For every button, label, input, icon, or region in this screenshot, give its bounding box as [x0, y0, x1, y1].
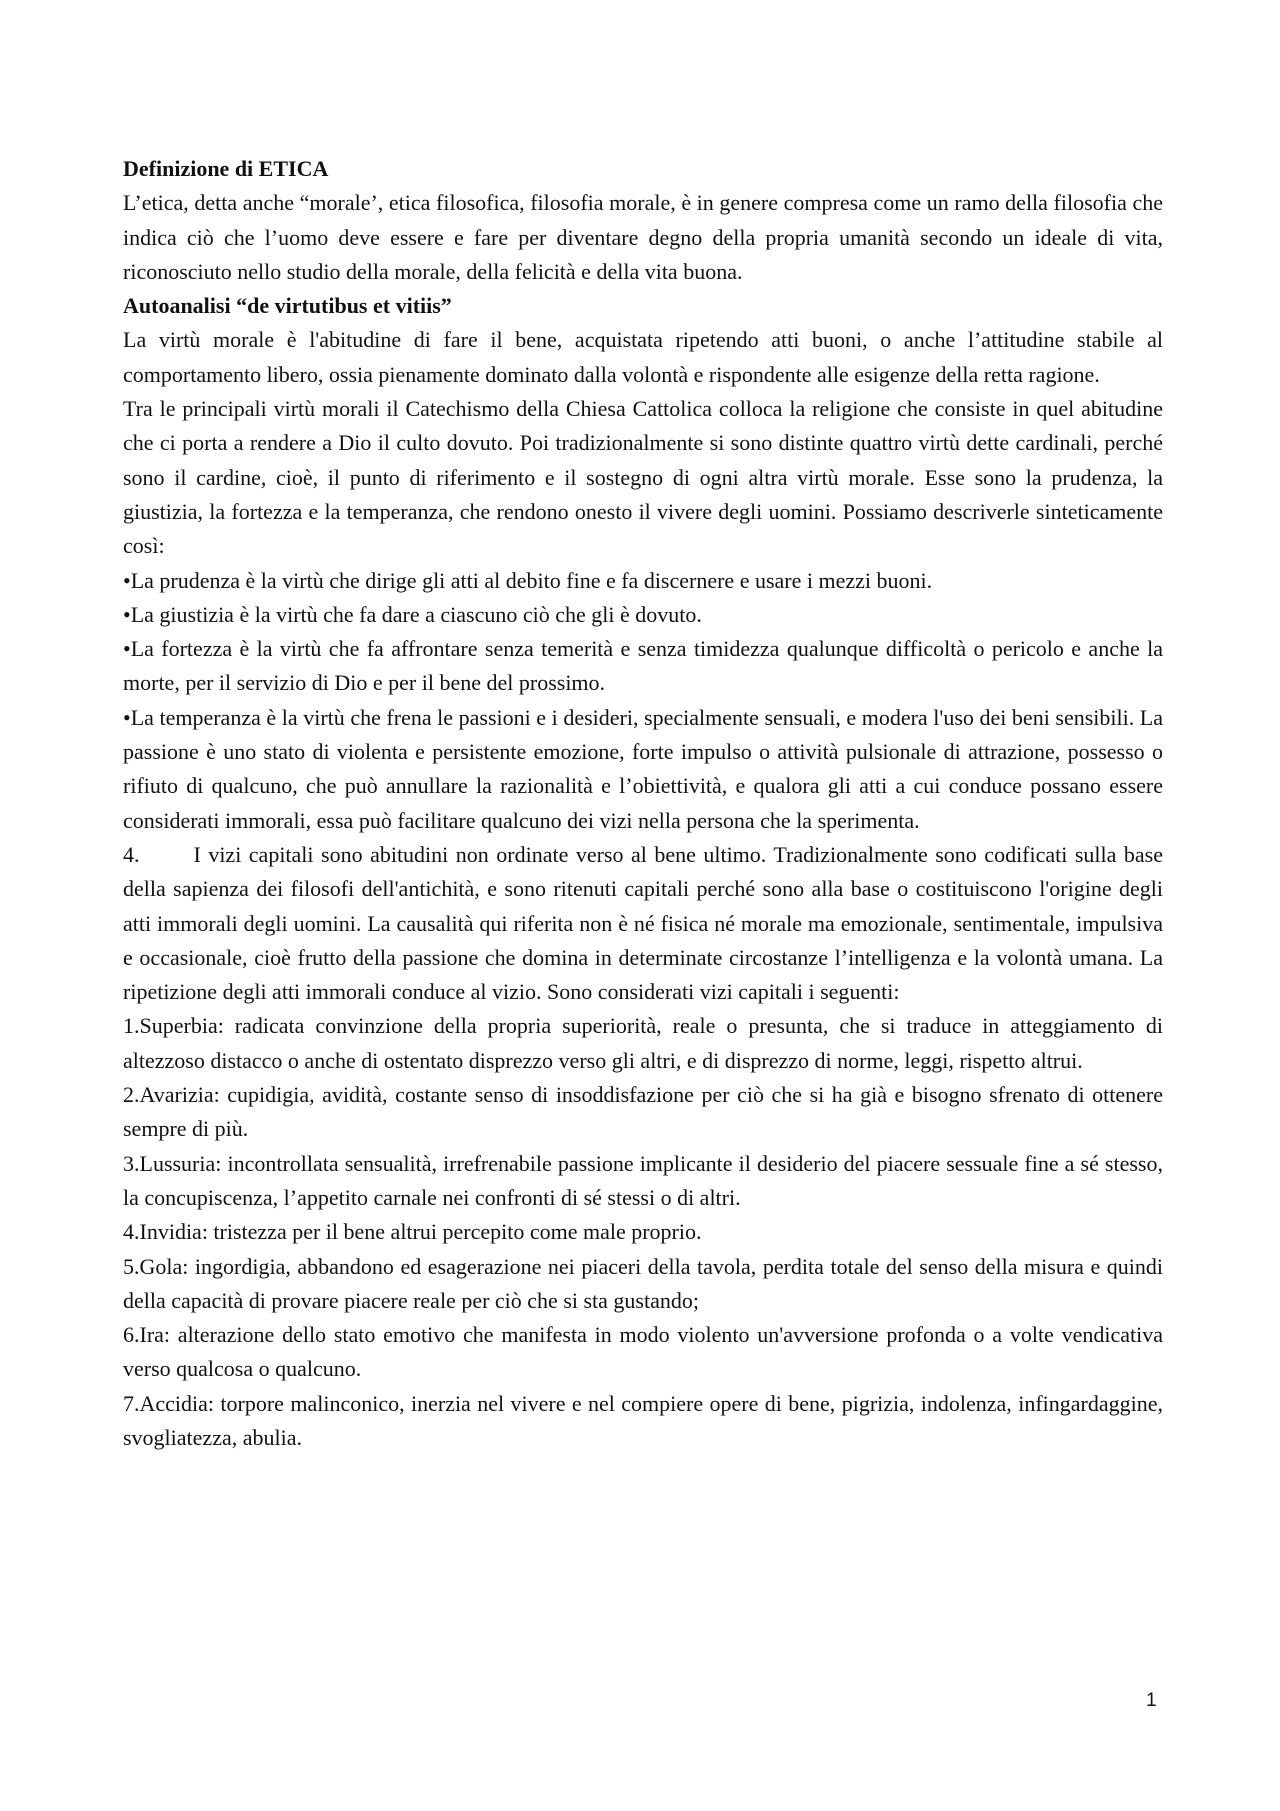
paragraph-definizione: L’etica, detta anche “morale’, etica filosofica, filosofia morale, è in genere compresa come un ramo della filosofia che indica ciò che l’uomo deve essere e fare per diventare degno della propria umanità secondo un ideale di vita, riconosciuto nello studio della morale, della felicità e della vita buona. — [123, 190, 1163, 284]
paragraph-vizi-text: I vizi capitali sono abitudini non ordinate verso al bene ultimo. Tradizionalmente sono codificati sulla base della sapienza dei filosofi dell'antichità, e sono ritenuti capitali perché sono alla base o costituiscono l'origine degli atti immorali degli uomini. La causalità qui riferita non è né fisica né morale ma emozionale, sentimentale, impulsiva e occasionale, cioè frutto della passione che domina in determinate circostanze l’intelligenza e la volontà umana. La ripetizione degli atti immorali conduce al vizio. Sono considerati vizi capitali i seguenti: — [123, 841, 1163, 1005]
vizio-lussuria: 3.Lussuria: incontrollata sensualità, irrefrenabile passione implicante il desiderio del piacere sessuale fine a sé stesso, la concupiscenza, l’appetito carnale nei confronti di sé stessi o di altri. — [123, 1150, 1163, 1210]
vizio-invidia: 4.Invidia: tristezza per il bene altrui percepito come male proprio. — [123, 1219, 702, 1245]
paragraph-virtu-morale: La virtù morale è l'abitudine di fare il bene, acquistata ripetendo atti buoni, o anche l’attitudine stabile al comportamento libero, ossia pienamente dominato dalla volontà e rispondente alle esigenze della retta ragione. — [123, 327, 1163, 387]
bullet-temperanza: •La temperanza è la virtù che frena le passioni e i desideri, specialmente sensuali, e modera l'uso dei beni sensibili. La passione è uno stato di violenta e persistente emozione, forte impulso o attività pulsionale di attrazione, possesso o rifiuto di qualcuno, che può annullare la razionalità e l’obiettività, e qualora gli atti a cui conduce possano essere considerati immorali, essa può facilitare qualcuno dei vizi nella persona che la sperimenta. — [123, 704, 1163, 833]
paragraph-number: 4. — [123, 841, 140, 867]
paragraph-catechismo: Tra le principali virtù morali il Catechismo della Chiesa Cattolica colloca la religione che consiste in quel abitudine che ci porta a rendere a Dio il culto dovuto. Poi tradizionalmente si sono distinte quattro virtù dette cardinali, perché sono il cardine, cioè, il punto di riferimento e il sostegno di ogni altra virtù morale. Esse sono la prudenza, la giustizia, la fortezza e la temperanza, che rendono onesto il vivere degli uomini. Possiamo descriverle sinteticamente così: — [123, 396, 1163, 559]
paragraph-vizi-capitali — [123, 838, 1163, 1009]
page-number: 1 — [1146, 1690, 1157, 1711]
bullet-prudenza: •La prudenza è la virtù che dirige gli atti al debito fine e fa discernere e usare i mezzi buoni. — [123, 567, 933, 593]
vizio-ira: 6.Ira: alterazione dello stato emotivo che manifesta in modo violento un'avversione profonda o a volte vendicativa verso qualcosa o qualcuno. — [123, 1322, 1163, 1382]
document-body — [123, 152, 1163, 1455]
bullet-giustizia: •La giustizia è la virtù che fa dare a ciascuno ciò che gli è dovuto. — [123, 601, 702, 627]
vizio-superbia: 1.Superbia: radicata convinzione della propria superiorità, reale o presunta, che si traduce in atteggiamento di altezzoso distacco o anche di ostentato disprezzo verso gli altri, e di disprezzo di norme, leggi, rispetto altrui. — [123, 1013, 1163, 1073]
heading-definizione-etica: Definizione di ETICA — [123, 156, 329, 181]
vizio-avarizia: 2.Avarizia: cupidigia, avidità, costante senso di insoddisfazione per ciò che si ha già e bisogno sfrenato di ottenere sempre di più. — [123, 1082, 1163, 1142]
vizio-gola: 5.Gola: ingordigia, abbandono ed esagerazione nei piaceri della tavola, perdita totale del senso della misura e quindi della capacità di provare piacere reale per ciò che si sta gustando; — [123, 1253, 1163, 1313]
bullet-fortezza: •La fortezza è la virtù che fa affrontare senza temerità e senza timidezza qualunque difficoltà o pericolo e anche la morte, per il servizio di Dio e per il bene del prossimo. — [123, 636, 1163, 696]
vizio-accidia: 7.Accidia: torpore malinconico, inerzia nel vivere e nel compiere opere di bene, pigrizia, indolenza, infingardaggine, svogliatezza, abulia. — [123, 1390, 1163, 1450]
heading-autoanalisi: Autoanalisi “de virtutibus et vitiis” — [123, 293, 452, 319]
